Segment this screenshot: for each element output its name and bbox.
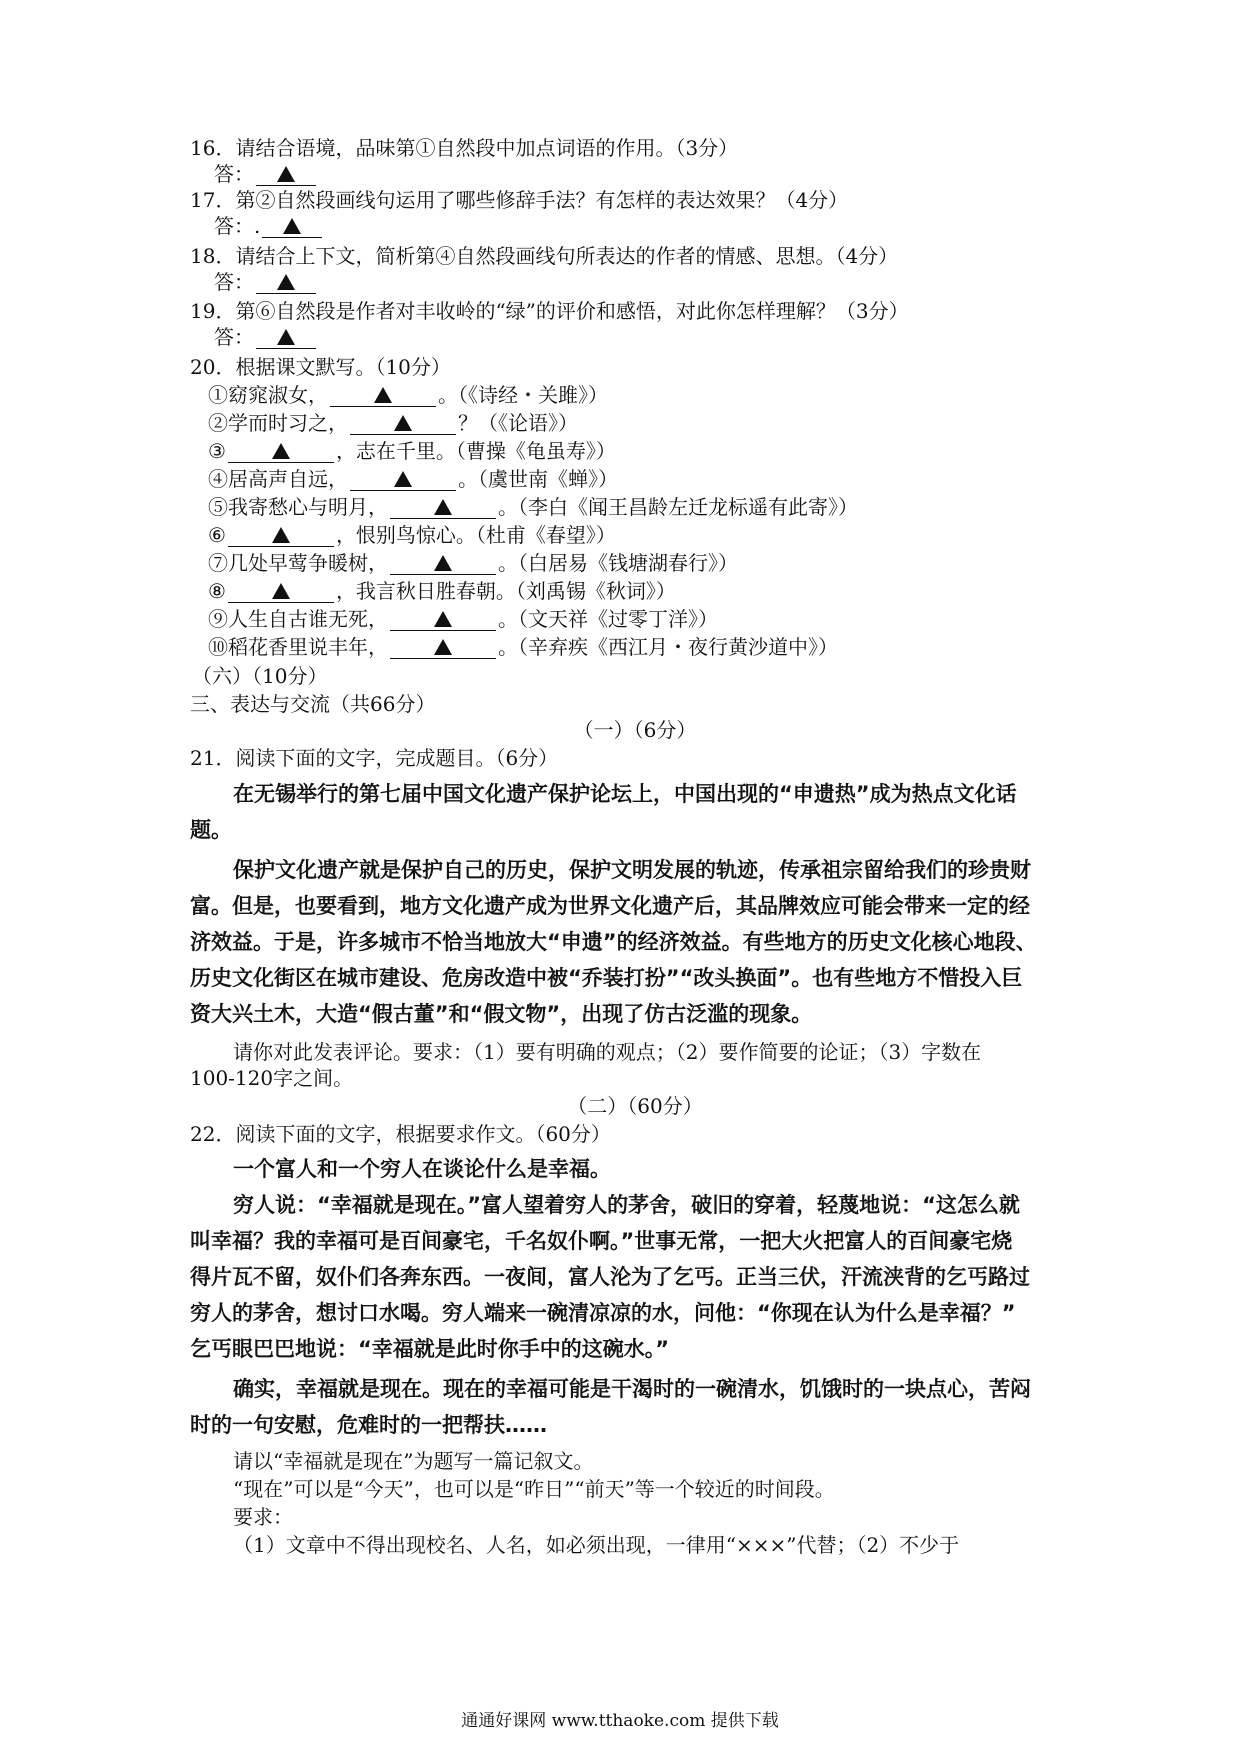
q22-passage-line: 确实，幸福就是现在。现在的幸福可能是干渴时的一碗清水，饥饿时的一块点心，苦闷 [233, 1377, 1031, 1401]
q22-passage-line: 叫幸福？我的幸福可是百间豪宅，千名奴仆啊。”世事无常，一把大火把富人的百间豪宅烧 [190, 1229, 1013, 1253]
part-3-heading: 三、表达与交流（共66分） [190, 692, 436, 716]
q21-passage-line: 历史文化街区在城市建设、危房改造中被“乔装打扮”“改头换面”。也有些地方不惜投入巨 [190, 966, 1023, 990]
question-20-title: 20．根据课文默写。（10分） [190, 355, 451, 379]
item-suffix: 。（《诗经・关雎》） [438, 383, 608, 407]
q21-passage-line: 资大兴土木，大造“假古董”和“假文物”，出现了仿古泛滥的现象。 [190, 1002, 813, 1026]
fill-blank [390, 636, 496, 659]
q22-passage-line: 时的一句安慰，危难时的一把帮扶…… [190, 1413, 547, 1437]
q22-requirement: 请以“幸福就是现在”为题写一篇记叙文。 [233, 1449, 594, 1473]
triangle-icon [394, 471, 412, 487]
fill-blank [228, 524, 334, 547]
q21-passage-line: 题。 [190, 818, 232, 842]
answer-line-17 [214, 212, 324, 240]
fill-blank [390, 552, 496, 575]
item-suffix: 。（辛弃疾《西江月・夜行黄沙道中》） [498, 635, 838, 659]
triangle-icon [277, 329, 295, 345]
fill-blank [390, 496, 496, 519]
answer-label: 答： [214, 162, 254, 186]
recitation-item-4 [208, 465, 618, 493]
q21-passage-line: 富。但是，也要看到，地方文化遗产成为世界文化遗产后，其品牌效应可能会带来一定的经 [190, 894, 1030, 918]
answer-label: 答： [214, 270, 254, 294]
triangle-icon [434, 499, 452, 515]
triangle-icon [272, 527, 290, 543]
fill-blank [390, 608, 496, 631]
item-suffix: 。（文天祥《过零丁洋》） [498, 607, 718, 631]
item-suffix: 。（李白《闻王昌龄左迁龙标遥有此寄》） [498, 495, 858, 519]
q21-requirement: 请你对此发表评论。要求：（1）要有明确的观点；（2）要作简要的论证；（3）字数在 [233, 1040, 982, 1064]
answer-blank [256, 163, 316, 186]
triangle-icon [434, 639, 452, 655]
answer-line-18 [214, 268, 318, 296]
recitation-item-5 [208, 493, 858, 521]
triangle-icon [394, 415, 412, 431]
item-prefix: ④居高声自远， [208, 467, 348, 491]
q22-passage-line: 乞丐眼巴巴地说：“幸福就是此时你手中的这碗水。” [190, 1337, 670, 1361]
item-prefix: ②学而时习之， [208, 411, 348, 435]
triangle-icon [283, 218, 301, 234]
item-prefix: ⑤我寄愁心与明月， [208, 495, 388, 519]
q22-requirement: （1）文章中不得出现校名、人名，如必须出现，一律用“×××”代替；（2）不少于 [233, 1533, 960, 1557]
footer-source: 通通好课网 www.tthaoke.com 提供下载 [461, 1711, 779, 1731]
subsection-1-heading: （一）（6分） [573, 718, 697, 742]
answer-blank [262, 215, 322, 238]
question-17: 17．第②自然段画线句运用了哪些修辞手法？有怎样的表达效果？（4分） [190, 188, 849, 212]
recitation-item-8 [208, 577, 676, 605]
triangle-icon [277, 166, 295, 182]
item-suffix: ，志在千里。（曹操《龟虽寿》） [335, 439, 616, 463]
question-18: 18．请结合上下文，简析第④自然段画线句所表达的作者的情感、思想。（4分） [190, 244, 899, 268]
item-prefix: ⑨人生自古谁无死， [208, 607, 388, 631]
triangle-icon [272, 583, 290, 599]
triangle-icon [272, 443, 290, 459]
item-prefix: ①窈窕淑女， [208, 383, 328, 407]
fill-blank [228, 440, 334, 463]
q22-passage-line: 得片瓦不留，奴仆们各奔东西。一夜间，富人沦为了乞丐。正当三伏，汗流浃背的乞丐路过 [190, 1265, 1030, 1289]
recitation-item-10 [208, 633, 838, 661]
recitation-item-9 [208, 605, 718, 633]
answer-blank [256, 326, 316, 349]
item-prefix: ⑥ [208, 523, 226, 547]
fill-blank [228, 580, 334, 603]
recitation-item-2 [208, 409, 578, 437]
q21-passage-line: 济效益。于是，许多城市不恰当地放大“申遗”的经济效益。有些地方的历史文化核心地段、 [190, 930, 1037, 954]
question-19: 19．第⑥自然段是作者对丰收岭的“绿”的评价和感悟，对此你怎样理解？（3分） [190, 299, 909, 323]
item-prefix: ⑧ [208, 579, 226, 603]
q22-passage-line: 穷人的茅舍，想讨口水喝。穷人端来一碗清凉凉的水，问他：“你现在认为什么是幸福？” [190, 1301, 1016, 1325]
recitation-item-7 [208, 549, 738, 577]
item-suffix: ？（《论语》） [458, 411, 578, 435]
fill-blank [350, 412, 456, 435]
fill-blank [350, 468, 456, 491]
item-suffix: ，恨别鸟惊心。（杜甫《春望》） [335, 523, 616, 547]
section-6-heading: （六）（10分） [192, 664, 328, 688]
item-suffix: 。（虞世南《蝉》） [458, 467, 618, 491]
answer-label: 答：. [214, 214, 261, 238]
item-suffix: 。（白居易《钱塘湖春行》） [498, 551, 738, 575]
recitation-item-3 [208, 437, 616, 465]
recitation-item-6 [208, 521, 616, 549]
question-16: 16．请结合语境，品味第①自然段中加点词语的作用。（3分） [190, 136, 739, 160]
q21-passage-line: 保护文化遗产就是保护自己的历史，保护文明发展的轨迹，传承祖宗留给我们的珍贵财 [233, 858, 1031, 882]
q22-passage-line: 一个富人和一个穷人在谈论什么是幸福。 [233, 1157, 611, 1181]
q22-requirement: “现在”可以是“今天”，也可以是“昨日”“前天”等一个较近的时间段。 [233, 1477, 835, 1501]
triangle-icon [277, 274, 295, 290]
answer-line-16 [214, 160, 318, 188]
question-21-title: 21．阅读下面的文字，完成题目。（6分） [190, 746, 559, 770]
q22-requirement: 要求： [233, 1505, 293, 1529]
question-22-title: 22．阅读下面的文字，根据要求作文。（60分） [190, 1122, 611, 1146]
recitation-item-1 [208, 381, 608, 409]
answer-line-19 [214, 323, 318, 351]
q21-requirement: 100-120字之间。 [190, 1066, 354, 1090]
q21-passage-line: 在无锡举行的第七届中国文化遗产保护论坛上，中国出现的“申遗热”成为热点文化话 [233, 782, 1017, 806]
answer-blank [256, 271, 316, 294]
triangle-icon [434, 555, 452, 571]
fill-blank [330, 384, 436, 407]
subsection-2-heading: （二）（60分） [567, 1094, 703, 1118]
q22-passage-line: 穷人说：“幸福就是现在。”富人望着穷人的茅舍，破旧的穿着，轻蔑地说：“这怎么就 [233, 1193, 1020, 1217]
item-suffix: ，我言秋日胜春朝。（刘禹锡《秋词》） [335, 579, 676, 603]
answer-label: 答： [214, 325, 254, 349]
triangle-icon [374, 387, 392, 403]
triangle-icon [434, 611, 452, 627]
item-prefix: ③ [208, 439, 226, 463]
item-prefix: ⑦几处早莺争暖树， [208, 551, 388, 575]
item-prefix: ⑩稻花香里说丰年， [208, 635, 388, 659]
